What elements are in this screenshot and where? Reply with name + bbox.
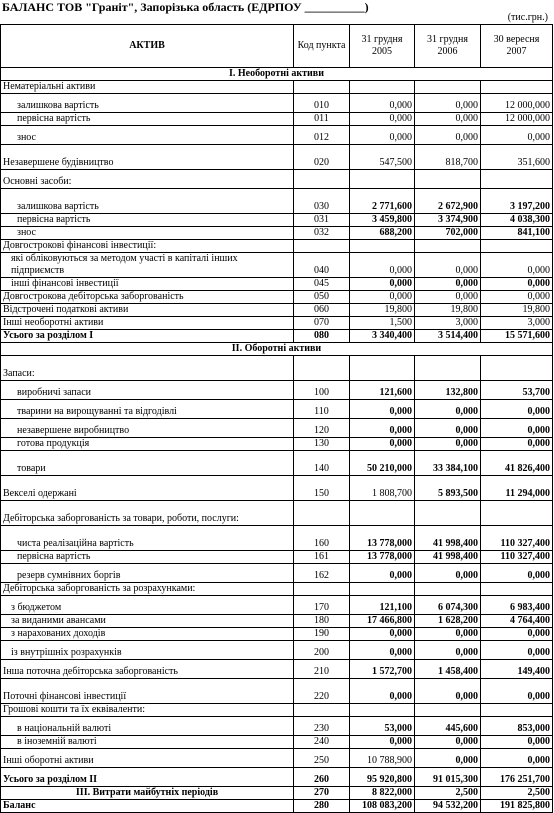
table-row bbox=[1, 94, 553, 113]
row-value: 19,800 bbox=[481, 304, 553, 317]
row-code: 180 bbox=[294, 615, 350, 628]
row-value: 191 825,800 bbox=[481, 800, 553, 813]
row-label: чиста реалізаційна вартість bbox=[1, 526, 294, 551]
row-value: 0,000 bbox=[481, 628, 553, 641]
row-label: Довгострокові фінансові інвестиції: bbox=[1, 240, 294, 253]
row-value: 132,800 bbox=[415, 381, 481, 400]
section-title: ІІ. Оборотні активи bbox=[1, 343, 553, 356]
row-value: 4 038,300 bbox=[481, 214, 553, 227]
table-row bbox=[1, 564, 553, 583]
row-value: 3,000 bbox=[481, 317, 553, 330]
row-value: 0,000 bbox=[481, 679, 553, 704]
row-value: 12 000,000 bbox=[481, 94, 553, 113]
row-value: 95 920,800 bbox=[350, 768, 415, 787]
row-label: Відстрочені податкові активи bbox=[1, 304, 294, 317]
row-label: які обліковуються за методом участі в капіталі інших підприємств bbox=[1, 253, 294, 278]
row-value: 4 764,400 bbox=[481, 615, 553, 628]
row-code: 280 bbox=[294, 800, 350, 813]
row-value: 688,200 bbox=[350, 227, 415, 240]
row-code: 250 bbox=[294, 749, 350, 768]
table-row bbox=[1, 596, 553, 615]
table-row bbox=[1, 227, 553, 240]
table-row bbox=[1, 189, 553, 214]
row-label: залишкова вартість bbox=[1, 94, 294, 113]
row-label: Поточні фінансові інвестиції bbox=[1, 679, 294, 704]
row-value: 0,000 bbox=[350, 438, 415, 451]
row-label: інші фінансові інвестиції bbox=[1, 278, 294, 291]
row-value: 0,000 bbox=[481, 641, 553, 660]
row-value: 108 083,200 bbox=[350, 800, 415, 813]
table-row bbox=[1, 615, 553, 628]
balance-table bbox=[0, 24, 553, 813]
row-value: 121,600 bbox=[350, 381, 415, 400]
row-label: первісна вартість bbox=[1, 214, 294, 227]
row-value: 0,000 bbox=[415, 564, 481, 583]
row-label: ІІІ. Витрати майбутніх періодів bbox=[1, 787, 294, 800]
row-value: 6 983,400 bbox=[481, 596, 553, 615]
row-value: 0,000 bbox=[415, 400, 481, 419]
row-code: 031 bbox=[294, 214, 350, 227]
row-value: 2 771,600 bbox=[350, 189, 415, 214]
row-value: 149,400 bbox=[481, 660, 553, 679]
row-value: 0,000 bbox=[481, 278, 553, 291]
table-row bbox=[1, 736, 553, 749]
row-value: 6 074,300 bbox=[415, 596, 481, 615]
row-value: 0,000 bbox=[481, 400, 553, 419]
table-row bbox=[1, 787, 553, 800]
row-value: 53,700 bbox=[481, 381, 553, 400]
table-row bbox=[1, 451, 553, 476]
row-value: 17 466,800 bbox=[350, 615, 415, 628]
row-code: 045 bbox=[294, 278, 350, 291]
row-label: Інша поточна дебіторська заборгованість bbox=[1, 660, 294, 679]
table-row bbox=[1, 679, 553, 704]
row-value: 1 572,700 bbox=[350, 660, 415, 679]
row-value: 41 998,400 bbox=[415, 526, 481, 551]
table-row bbox=[1, 438, 553, 451]
row-value: 0,000 bbox=[350, 291, 415, 304]
table-row bbox=[1, 717, 553, 736]
row-value: 0,000 bbox=[350, 253, 415, 278]
row-value: 94 532,200 bbox=[415, 800, 481, 813]
row-value: 1 628,200 bbox=[415, 615, 481, 628]
row-label: знос bbox=[1, 126, 294, 145]
row-value: 0,000 bbox=[350, 126, 415, 145]
row-value: 13 778,000 bbox=[350, 551, 415, 564]
row-value: 3 459,800 bbox=[350, 214, 415, 227]
row-code: 020 bbox=[294, 145, 350, 170]
row-value: 3 340,400 bbox=[350, 330, 415, 343]
table-body bbox=[1, 68, 553, 813]
table-row bbox=[1, 526, 553, 551]
row-value: 818,700 bbox=[415, 145, 481, 170]
row-label: виробничі запаси bbox=[1, 381, 294, 400]
row-code: 230 bbox=[294, 717, 350, 736]
row-code: 032 bbox=[294, 227, 350, 240]
row-code: 200 bbox=[294, 641, 350, 660]
row-value: 0,000 bbox=[350, 628, 415, 641]
table-row bbox=[1, 641, 553, 660]
row-label: з нарахованих доходів bbox=[1, 628, 294, 641]
row-value: 0,000 bbox=[350, 419, 415, 438]
table-row bbox=[1, 768, 553, 787]
row-label: Основні засоби: bbox=[1, 170, 294, 189]
table-row bbox=[1, 240, 553, 253]
row-value: 1 808,700 bbox=[350, 476, 415, 501]
row-value: 0,000 bbox=[481, 126, 553, 145]
row-label: із внутрішніх розрахунків bbox=[1, 641, 294, 660]
row-label: первісна вартість bbox=[1, 113, 294, 126]
row-code: 140 bbox=[294, 451, 350, 476]
row-code: 162 bbox=[294, 564, 350, 583]
row-value: 0,000 bbox=[415, 94, 481, 113]
row-code: 040 bbox=[294, 253, 350, 278]
row-code: 012 bbox=[294, 126, 350, 145]
table-row bbox=[1, 126, 553, 145]
row-code: 170 bbox=[294, 596, 350, 615]
row-value: 0,000 bbox=[481, 291, 553, 304]
row-label: Баланс bbox=[1, 800, 294, 813]
row-value: 0,000 bbox=[415, 628, 481, 641]
row-label: за виданими авансами bbox=[1, 615, 294, 628]
table-row bbox=[1, 278, 553, 291]
row-value: 547,500 bbox=[350, 145, 415, 170]
row-label: Грошові кошти та їх еквіваленти: bbox=[1, 704, 294, 717]
row-value: 176 251,700 bbox=[481, 768, 553, 787]
row-value: 13 778,000 bbox=[350, 526, 415, 551]
row-value: 351,600 bbox=[481, 145, 553, 170]
row-value: 110 327,400 bbox=[481, 526, 553, 551]
row-value: 15 571,600 bbox=[481, 330, 553, 343]
unit-label: (тис.грн.) bbox=[507, 12, 548, 23]
row-value: 702,000 bbox=[415, 227, 481, 240]
table-row bbox=[1, 81, 553, 94]
row-value: 2,500 bbox=[415, 787, 481, 800]
row-label: Запаси: bbox=[1, 356, 294, 381]
row-value: 3 514,400 bbox=[415, 330, 481, 343]
table-row bbox=[1, 214, 553, 227]
table-row bbox=[1, 501, 553, 526]
row-code: 240 bbox=[294, 736, 350, 749]
document-title: БАЛАНС ТОВ "Граніт", Запорізька область (ЕДРПОУ __________) bbox=[2, 0, 369, 14]
header-col3: 30 вересня 2007 bbox=[481, 25, 553, 68]
row-code: 070 bbox=[294, 317, 350, 330]
row-label: Дебіторська заборгованість за розрахунками: bbox=[1, 583, 294, 596]
row-value: 33 384,100 bbox=[415, 451, 481, 476]
row-value: 0,000 bbox=[350, 564, 415, 583]
table-row bbox=[1, 317, 553, 330]
row-code: 120 bbox=[294, 419, 350, 438]
row-value: 0,000 bbox=[415, 749, 481, 768]
row-code: 190 bbox=[294, 628, 350, 641]
row-value: 0,000 bbox=[415, 291, 481, 304]
row-value: 0,000 bbox=[350, 113, 415, 126]
row-value: 841,100 bbox=[481, 227, 553, 240]
table-row bbox=[1, 343, 553, 356]
header-row bbox=[1, 25, 553, 68]
table-row bbox=[1, 400, 553, 419]
row-code: 160 bbox=[294, 526, 350, 551]
row-value: 0,000 bbox=[350, 641, 415, 660]
table-row bbox=[1, 330, 553, 343]
row-label: Усього за розділом ІІ bbox=[1, 768, 294, 787]
row-value: 0,000 bbox=[415, 253, 481, 278]
row-value: 110 327,400 bbox=[481, 551, 553, 564]
row-value: 3 197,200 bbox=[481, 189, 553, 214]
row-code: 080 bbox=[294, 330, 350, 343]
table-row bbox=[1, 660, 553, 679]
row-value: 1,500 bbox=[350, 317, 415, 330]
row-value: 2,500 bbox=[481, 787, 553, 800]
table-row bbox=[1, 356, 553, 381]
row-value: 2 672,900 bbox=[415, 189, 481, 214]
row-value: 0,000 bbox=[415, 278, 481, 291]
row-value: 12 000,000 bbox=[481, 113, 553, 126]
row-value: 19,800 bbox=[415, 304, 481, 317]
table-row bbox=[1, 749, 553, 768]
row-code: 210 bbox=[294, 660, 350, 679]
row-label: товари bbox=[1, 451, 294, 476]
row-value: 0,000 bbox=[415, 679, 481, 704]
row-value: 0,000 bbox=[350, 736, 415, 749]
row-value: 0,000 bbox=[415, 736, 481, 749]
row-value: 853,000 bbox=[481, 717, 553, 736]
row-code: 060 bbox=[294, 304, 350, 317]
row-label: готова продукція bbox=[1, 438, 294, 451]
row-label: з бюджетом bbox=[1, 596, 294, 615]
row-value: 8 822,000 bbox=[350, 787, 415, 800]
row-value: 50 210,000 bbox=[350, 451, 415, 476]
row-value: 19,800 bbox=[350, 304, 415, 317]
row-value: 53,000 bbox=[350, 717, 415, 736]
row-label: залишкова вартість bbox=[1, 189, 294, 214]
row-value: 3,000 bbox=[415, 317, 481, 330]
row-code: 050 bbox=[294, 291, 350, 304]
row-code: 011 bbox=[294, 113, 350, 126]
row-label: Усього за розділом І bbox=[1, 330, 294, 343]
row-value: 0,000 bbox=[350, 679, 415, 704]
header-code: Код пункта bbox=[294, 25, 350, 68]
row-value: 0,000 bbox=[350, 400, 415, 419]
row-value: 10 788,900 bbox=[350, 749, 415, 768]
row-value: 0,000 bbox=[481, 419, 553, 438]
row-code: 161 bbox=[294, 551, 350, 564]
section-title: І. Необоротні активи bbox=[1, 68, 553, 81]
row-value: 41 826,400 bbox=[481, 451, 553, 476]
row-label: тварини на вирощуванні та відгодівлі bbox=[1, 400, 294, 419]
header-col1: 31 грудня 2005 bbox=[350, 25, 415, 68]
table-row bbox=[1, 800, 553, 813]
row-label: первісна вартість bbox=[1, 551, 294, 564]
row-value: 3 374,900 bbox=[415, 214, 481, 227]
row-code: 270 bbox=[294, 787, 350, 800]
table-row bbox=[1, 170, 553, 189]
row-value: 11 294,000 bbox=[481, 476, 553, 501]
header-asset: АКТИВ bbox=[1, 25, 294, 68]
row-value: 121,100 bbox=[350, 596, 415, 615]
row-value: 0,000 bbox=[481, 736, 553, 749]
row-label: резерв сумнівних боргів bbox=[1, 564, 294, 583]
header-col2: 31 грудня 2006 bbox=[415, 25, 481, 68]
table-row bbox=[1, 551, 553, 564]
row-label: Нематеріальні активи bbox=[1, 81, 294, 94]
row-value: 0,000 bbox=[415, 438, 481, 451]
table-row bbox=[1, 628, 553, 641]
row-label: Інші оборотні активи bbox=[1, 749, 294, 768]
row-label: в іноземній валюті bbox=[1, 736, 294, 749]
row-label: Дебіторська заборгованість за товари, роботи, послуги: bbox=[1, 501, 294, 526]
row-code: 010 bbox=[294, 94, 350, 113]
table-row bbox=[1, 253, 553, 278]
row-value: 445,600 bbox=[415, 717, 481, 736]
row-value: 0,000 bbox=[415, 641, 481, 660]
table-row bbox=[1, 419, 553, 438]
table-row bbox=[1, 113, 553, 126]
table-row bbox=[1, 291, 553, 304]
table-row bbox=[1, 68, 553, 81]
row-value: 0,000 bbox=[415, 113, 481, 126]
row-value: 0,000 bbox=[481, 253, 553, 278]
row-label: Векселі одержані bbox=[1, 476, 294, 501]
row-code: 110 bbox=[294, 400, 350, 419]
table-row bbox=[1, 145, 553, 170]
row-code: 150 bbox=[294, 476, 350, 501]
row-code: 220 bbox=[294, 679, 350, 704]
table-row bbox=[1, 476, 553, 501]
row-value: 1 458,400 bbox=[415, 660, 481, 679]
row-value: 91 015,300 bbox=[415, 768, 481, 787]
table-row bbox=[1, 381, 553, 400]
row-value: 0,000 bbox=[481, 564, 553, 583]
row-code: 030 bbox=[294, 189, 350, 214]
row-value: 0,000 bbox=[415, 126, 481, 145]
row-code: 260 bbox=[294, 768, 350, 787]
table-row bbox=[1, 704, 553, 717]
row-label: незавершене виробництво bbox=[1, 419, 294, 438]
row-value: 0,000 bbox=[350, 278, 415, 291]
row-code: 100 bbox=[294, 381, 350, 400]
row-label: Інші необоротні активи bbox=[1, 317, 294, 330]
row-value: 0,000 bbox=[481, 438, 553, 451]
table-row bbox=[1, 583, 553, 596]
row-value: 0,000 bbox=[350, 94, 415, 113]
row-value: 0,000 bbox=[481, 749, 553, 768]
table-row bbox=[1, 304, 553, 317]
row-value: 5 893,500 bbox=[415, 476, 481, 501]
row-value: 0,000 bbox=[415, 419, 481, 438]
row-code: 130 bbox=[294, 438, 350, 451]
row-label: Незавершене будівництво bbox=[1, 145, 294, 170]
row-label: знос bbox=[1, 227, 294, 240]
row-label: в національній валюті bbox=[1, 717, 294, 736]
row-label: Довгострокова дебіторська заборгованість bbox=[1, 291, 294, 304]
row-value: 41 998,400 bbox=[415, 551, 481, 564]
